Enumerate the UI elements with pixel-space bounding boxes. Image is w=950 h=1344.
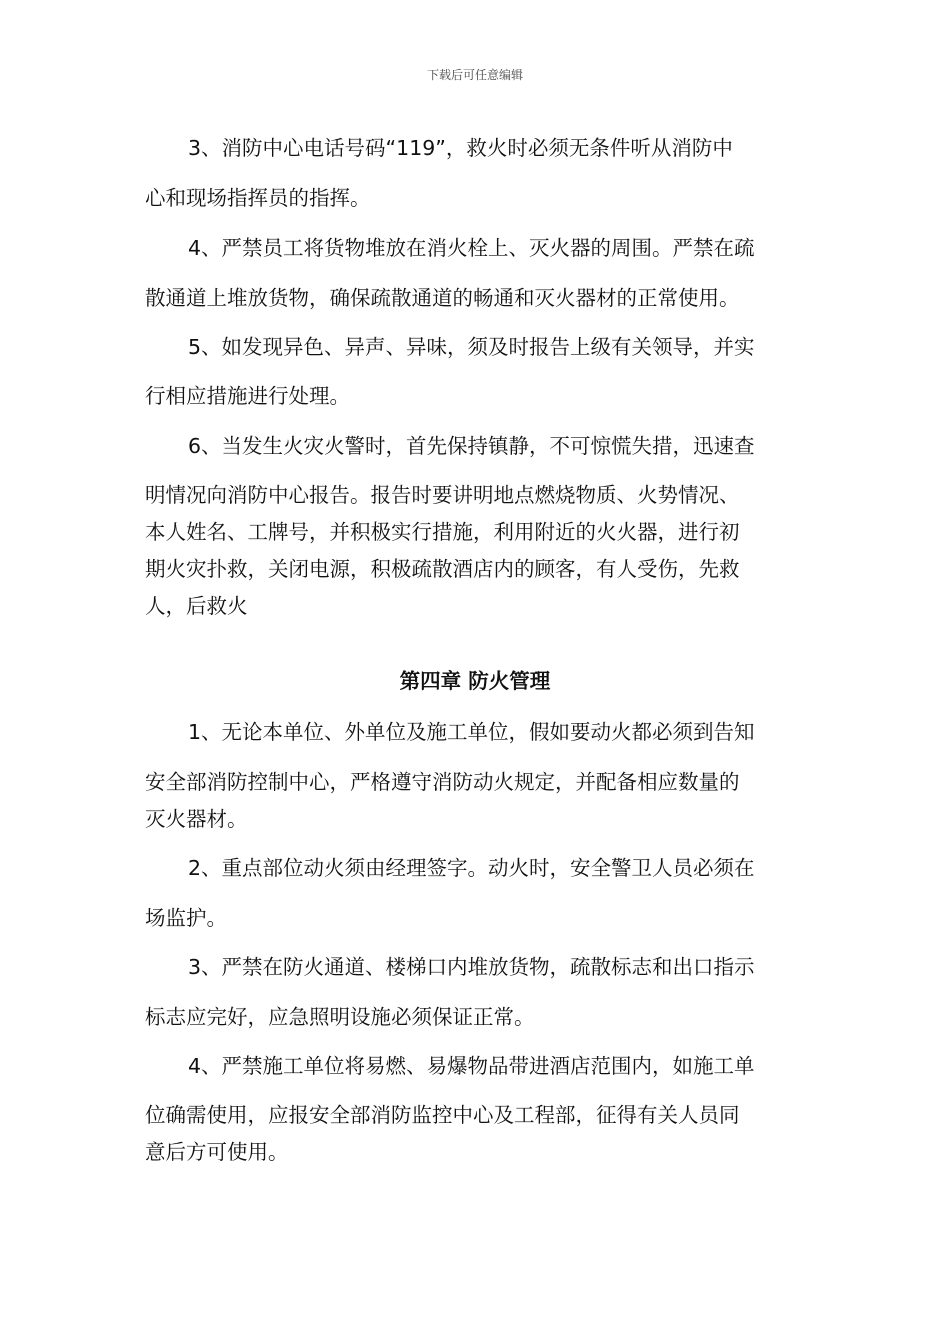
paragraph-line: 期火灾扑救，关闭电源，积极疏散酒店内的顾客，有人受伤，先救: [145, 557, 740, 581]
paragraph-line: 心和现场指挥员的指挥。: [145, 186, 371, 210]
paragraph-line: 本人姓名、工牌号，并积极实行措施，利用附近的火火器，进行初: [145, 520, 740, 544]
paragraph-line: 明情况向消防中心报告。报告时要讲明地点燃烧物质、火势情况、: [145, 483, 740, 507]
page-header: 下载后可任意编辑: [426, 68, 523, 82]
chapter-heading: 第四章 防火管理: [399, 669, 551, 693]
paragraph-line: 位确需使用，应报安全部消防监控中心及工程部，征得有关人员同: [145, 1103, 740, 1127]
paragraph-line: 4、严禁施工单位将易燃、易爆物品带进酒店范围内，如施工单: [188, 1054, 755, 1078]
paragraph-line: 意后方可使用。: [145, 1140, 289, 1164]
paragraph-line: 1、无论本单位、外单位及施工单位，假如要动火都必须到告知: [188, 720, 755, 744]
paragraph-line: 人，后救火: [145, 594, 248, 618]
paragraph-line: 场监护。: [145, 906, 227, 930]
paragraph-line: 3、消防中心电话号码“119”，救火时必须无条件听从消防中: [188, 136, 733, 160]
paragraph-line: 行相应措施进行处理。: [145, 384, 350, 408]
paragraph-line: 5、如发现异色、异声、异味，须及时报告上级有关领导，并实: [188, 335, 755, 359]
paragraph-line: 4、严禁员工将货物堆放在消火栓上、灭火器的周围。严禁在疏: [188, 236, 755, 260]
paragraph-line: 标志应完好，应急照明设施必须保证正常。: [145, 1005, 535, 1029]
paragraph-line: 安全部消防控制中心，严格遵守消防动火规定，并配备相应数量的: [145, 770, 740, 794]
paragraph-line: 散通道上堆放货物，确保疏散通道的畅通和灭火器材的正常使用。: [145, 286, 740, 310]
paragraph-line: 2、重点部位动火须由经理签字。动火时，安全警卫人员必须在: [188, 856, 755, 880]
paragraph-line: 灭火器材。: [145, 807, 248, 831]
paragraph-line: 3、严禁在防火通道、楼梯口内堆放货物，疏散标志和出口指示: [188, 955, 755, 979]
paragraph-line: 6、当发生火灾火警时，首先保持镇静，不可惊慌失措，迅速查: [188, 434, 755, 458]
